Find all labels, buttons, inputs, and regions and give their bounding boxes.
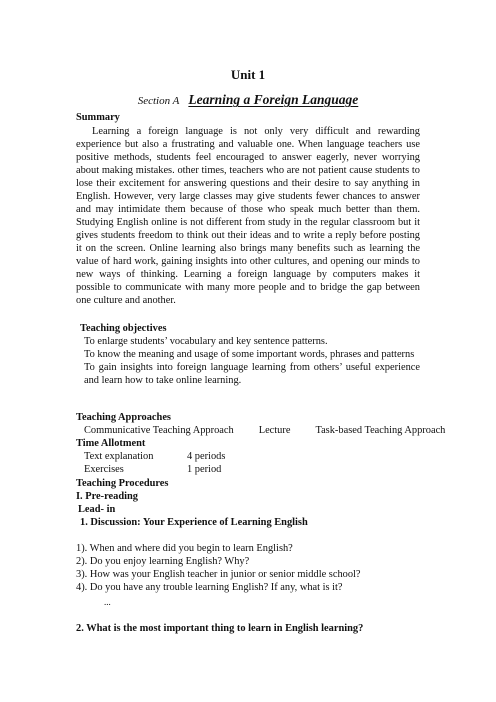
approach-item: Communicative Teaching Approach <box>84 425 234 436</box>
pre-reading-heading: I. Pre-reading <box>76 491 138 502</box>
question-list <box>76 542 420 594</box>
ellipsis: ... <box>104 597 111 607</box>
question-two-heading: 2. What is the most important thing to learn in English learning? <box>76 623 364 634</box>
procedures-heading: Teaching Procedures <box>76 478 169 489</box>
objective-item: To know the meaning and usage of some important words, phrases and patterns <box>84 349 415 360</box>
approach-item: Task-based Teaching Approach <box>315 425 446 436</box>
approach-item: Lecture <box>258 425 291 436</box>
section-name: Learning a Foreign Language <box>188 92 359 107</box>
approaches-line <box>76 424 446 437</box>
approaches-heading: Teaching Approaches <box>76 412 171 423</box>
section-label: Section A <box>137 95 180 107</box>
summary-paragraph: Learning a foreign language is not only very difficult and rewarding experience but also a frustrating and valuable one. When language teachers use positive methods, students feel encouraged to answer eagerly, never worrying about making mistakes. other times, teachers who are not patient cause students to lose their excitement for answering questions and their desire to say anything in English. However, very large classes may give students fewer chances to answer and may intimidate them because of those who speak much better than them. Studying English online is not different from study in the regular classroom but it gives students freedom to think out their ideas and to write a reply before posting it on the screen. Online learning also brings many benefits such as learning the value of hard work, gaining insights into other cultures, and opening our minds to new ways of thinking. Learning a foreign language by computers makes it possible to communicate with many more people and to bridge the gap between one culture and another. <box>76 126 420 306</box>
allotment-item: Text explanation <box>84 451 154 462</box>
question-item: 3). How was your English teacher in junior or senior middle school? <box>76 569 361 580</box>
allotment-row <box>84 463 284 476</box>
section-heading <box>76 93 420 108</box>
allotment-row <box>84 450 284 463</box>
objectives-list <box>76 335 420 387</box>
objective-item: To gain insights into foreign language learning from others’ useful experience and learn how to take online learning. <box>84 362 420 386</box>
allotment-time: 1 period <box>187 464 222 475</box>
question-item: 1). When and where did you begin to learn English? <box>76 543 293 554</box>
lead-in-heading: Lead- in <box>78 504 116 515</box>
unit-title: Unit 1 <box>230 67 266 82</box>
discussion-heading: 1. Discussion: Your Experience of Learning English <box>80 517 308 528</box>
summary-heading: Summary <box>76 112 120 123</box>
allotment-heading: Time Allotment <box>76 438 146 449</box>
allotment-item: Exercises <box>84 464 124 475</box>
question-item: 4). Do you have any trouble learning English? If any, what is it? <box>76 582 343 593</box>
objective-item: To enlarge students’ vocabulary and key sentence patterns. <box>84 336 328 347</box>
allotment-time: 4 periods <box>187 451 226 462</box>
objectives-heading: Teaching objectives <box>80 323 167 334</box>
question-item: 2). Do you enjoy learning English? Why? <box>76 556 250 567</box>
